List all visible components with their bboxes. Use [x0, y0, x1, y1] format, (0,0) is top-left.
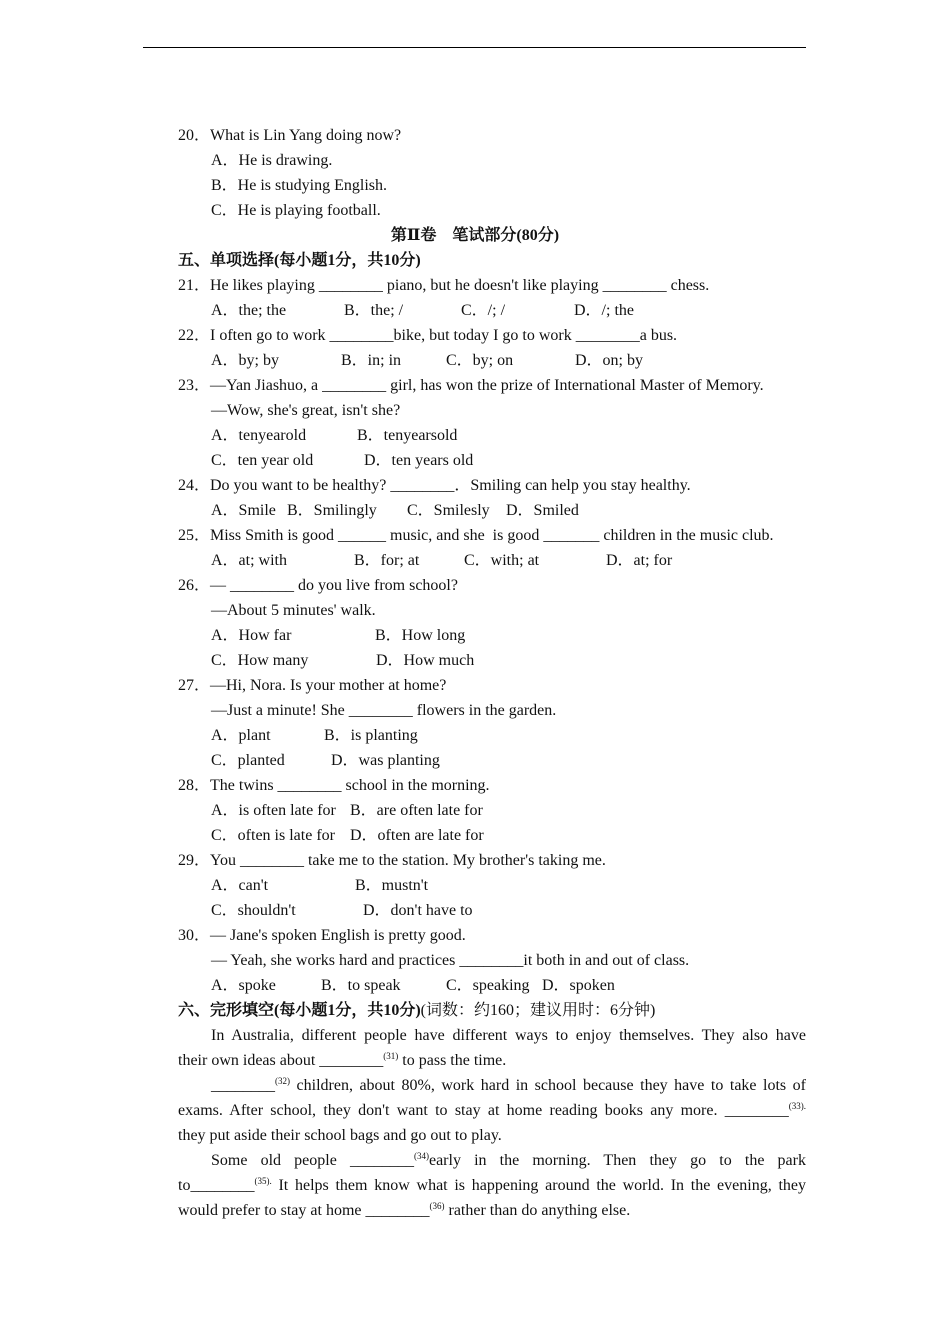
passage-line-3 — [211, 1076, 806, 1096]
part-two-title: 第Ⅱ卷 笔试部分(80分) — [390, 227, 560, 244]
option-27b: B．is planting — [324, 727, 418, 744]
question-25: 25．Miss Smith is good ______ music, and she is good _______ children in the music club. — [178, 527, 774, 544]
option-23d: D．ten years old — [364, 452, 474, 469]
option-29d: D．don't have to — [363, 902, 473, 919]
blank-34-number: (34) — [413, 1151, 429, 1161]
section-six-heading — [178, 1001, 655, 1021]
passage-text: would prefer to stay at home ________ — [178, 1202, 430, 1219]
passage-text: early in the morning. Then they go to the park — [428, 1152, 806, 1169]
blank-36-number: (36) — [429, 1201, 445, 1211]
option-25d: D．at; for — [606, 552, 673, 569]
option-22c: C．by; on — [446, 352, 514, 369]
passage-text: Some old people ________ — [211, 1152, 414, 1169]
passage-text: rather than do anything else. — [444, 1202, 631, 1219]
option-24a: A．Smile — [211, 502, 276, 519]
passage-line-4 — [178, 1101, 806, 1121]
option-24b: B．Smilingly — [287, 502, 377, 519]
option-29b: B．mustn't — [355, 877, 429, 894]
option-23b: B．tenyearsold — [357, 427, 458, 444]
question-28: 28．The twins ________ school in the morning. — [178, 777, 490, 794]
blank-35-number: (35). — [254, 1176, 272, 1186]
option-22a: A．by; by — [211, 352, 280, 369]
option-30b: B．to speak — [321, 977, 401, 994]
option-24c: C．Smilesly — [407, 502, 490, 519]
question-24: 24．Do you want to be healthy? ________．Smiling can help you stay healthy. — [178, 477, 691, 494]
option-25c: C．with; at — [464, 552, 540, 569]
option-21d: D．/; the — [574, 302, 634, 319]
option-21b: B．the; / — [344, 302, 404, 319]
question-27-reply: —Just a minute! She ________ flowers in the garden. — [211, 702, 557, 719]
section-five-heading: 五、单项选择(每小题1分，共10分) — [178, 252, 421, 269]
option-29c: C．shouldn't — [211, 902, 296, 919]
option-27c: C．planted — [211, 752, 285, 769]
option-30c: C．speaking — [446, 977, 530, 994]
option-26b: B．How long — [375, 627, 466, 644]
option-26a: A．How far — [211, 627, 292, 644]
section-six-title: 六、完形填空(每小题1分，共10分) — [178, 1002, 421, 1019]
option-27d: D．was planting — [331, 752, 440, 769]
passage-text: ________ — [211, 1077, 275, 1094]
section-six-note: (词数：约160；建议用时：6分钟) — [420, 1002, 656, 1019]
blank-33-number: (33). — [788, 1101, 806, 1111]
option-20b: B．He is studying English. — [211, 177, 388, 194]
passage-line-6 — [211, 1151, 806, 1171]
option-25a: A．at; with — [211, 552, 287, 569]
passage-text: exams. After school, they don't want to stay at home reading books any more. ________ — [178, 1102, 789, 1119]
option-26c: C．How many — [211, 652, 309, 669]
option-22b: B．in; in — [341, 352, 402, 369]
question-27: 27．—Hi, Nora. Is your mother at home? — [178, 677, 447, 694]
passage-line-1: In Australia, different people have different ways to enjoy themselves. They also have — [211, 1027, 806, 1044]
option-30d: D．spoken — [542, 977, 615, 994]
option-23c: C．ten year old — [211, 452, 314, 469]
option-20a: A．He is drawing. — [211, 152, 333, 169]
question-30: 30．— Jane's spoken English is pretty good. — [178, 927, 466, 944]
passage-line-5: they put aside their school bags and go out to play. — [178, 1127, 502, 1144]
question-26-reply: —About 5 minutes' walk. — [211, 602, 376, 619]
question-20: 20．What is Lin Yang doing now? — [178, 127, 402, 144]
option-29a: A．can't — [211, 877, 269, 894]
question-23: 23．—Yan Jiashuo, a ________ girl, has won the prize of International Master of Memory. — [178, 377, 764, 394]
question-30-reply: — Yeah, she works hard and practices ________it both in and out of class. — [211, 952, 690, 969]
passage-text: their own ideas about ________ — [178, 1052, 384, 1069]
passage-line-8 — [178, 1201, 630, 1221]
option-23a: A．tenyearold — [211, 427, 307, 444]
option-28b: B．are often late for — [350, 802, 483, 819]
header-rule — [143, 47, 806, 48]
option-28d: D．often are late for — [350, 827, 484, 844]
blank-31-number: (31) — [383, 1051, 399, 1061]
passage-text: to________ — [178, 1177, 255, 1194]
question-21: 21．He likes playing ________ piano, but he doesn't like playing ________ chess. — [178, 277, 710, 294]
option-28c: C．often is late for — [211, 827, 335, 844]
option-24d: D．Smiled — [506, 502, 579, 519]
question-26: 26．— ________ do you live from school? — [178, 577, 458, 594]
passage-text: It helps them know what is happening around the world. In the evening, they — [271, 1177, 806, 1194]
passage-line-7 — [178, 1176, 806, 1196]
question-22: 22．I often go to work ________bike, but today I go to work ________a bus. — [178, 327, 678, 344]
option-26d: D．How much — [376, 652, 475, 669]
blank-32-number: (32) — [275, 1076, 290, 1086]
option-22d: D．on; by — [575, 352, 644, 369]
passage-line-2 — [178, 1051, 506, 1071]
option-27a: A．plant — [211, 727, 271, 744]
option-20c: C．He is playing football. — [211, 202, 381, 219]
question-29: 29．You ________ take me to the station. My brother's taking me. — [178, 852, 606, 869]
option-28a: A．is often late for — [211, 802, 336, 819]
passage-text: children, about 80%, work hard in school because they have to take lots of — [290, 1077, 806, 1094]
option-25b: B．for; at — [354, 552, 420, 569]
question-23-reply: —Wow, she's great, isn't she? — [211, 402, 401, 419]
option-21a: A．the; the — [211, 302, 287, 319]
option-30a: A．spoke — [211, 977, 276, 994]
passage-text: to pass the time. — [398, 1052, 507, 1069]
option-21c: C．/; / — [461, 302, 506, 319]
